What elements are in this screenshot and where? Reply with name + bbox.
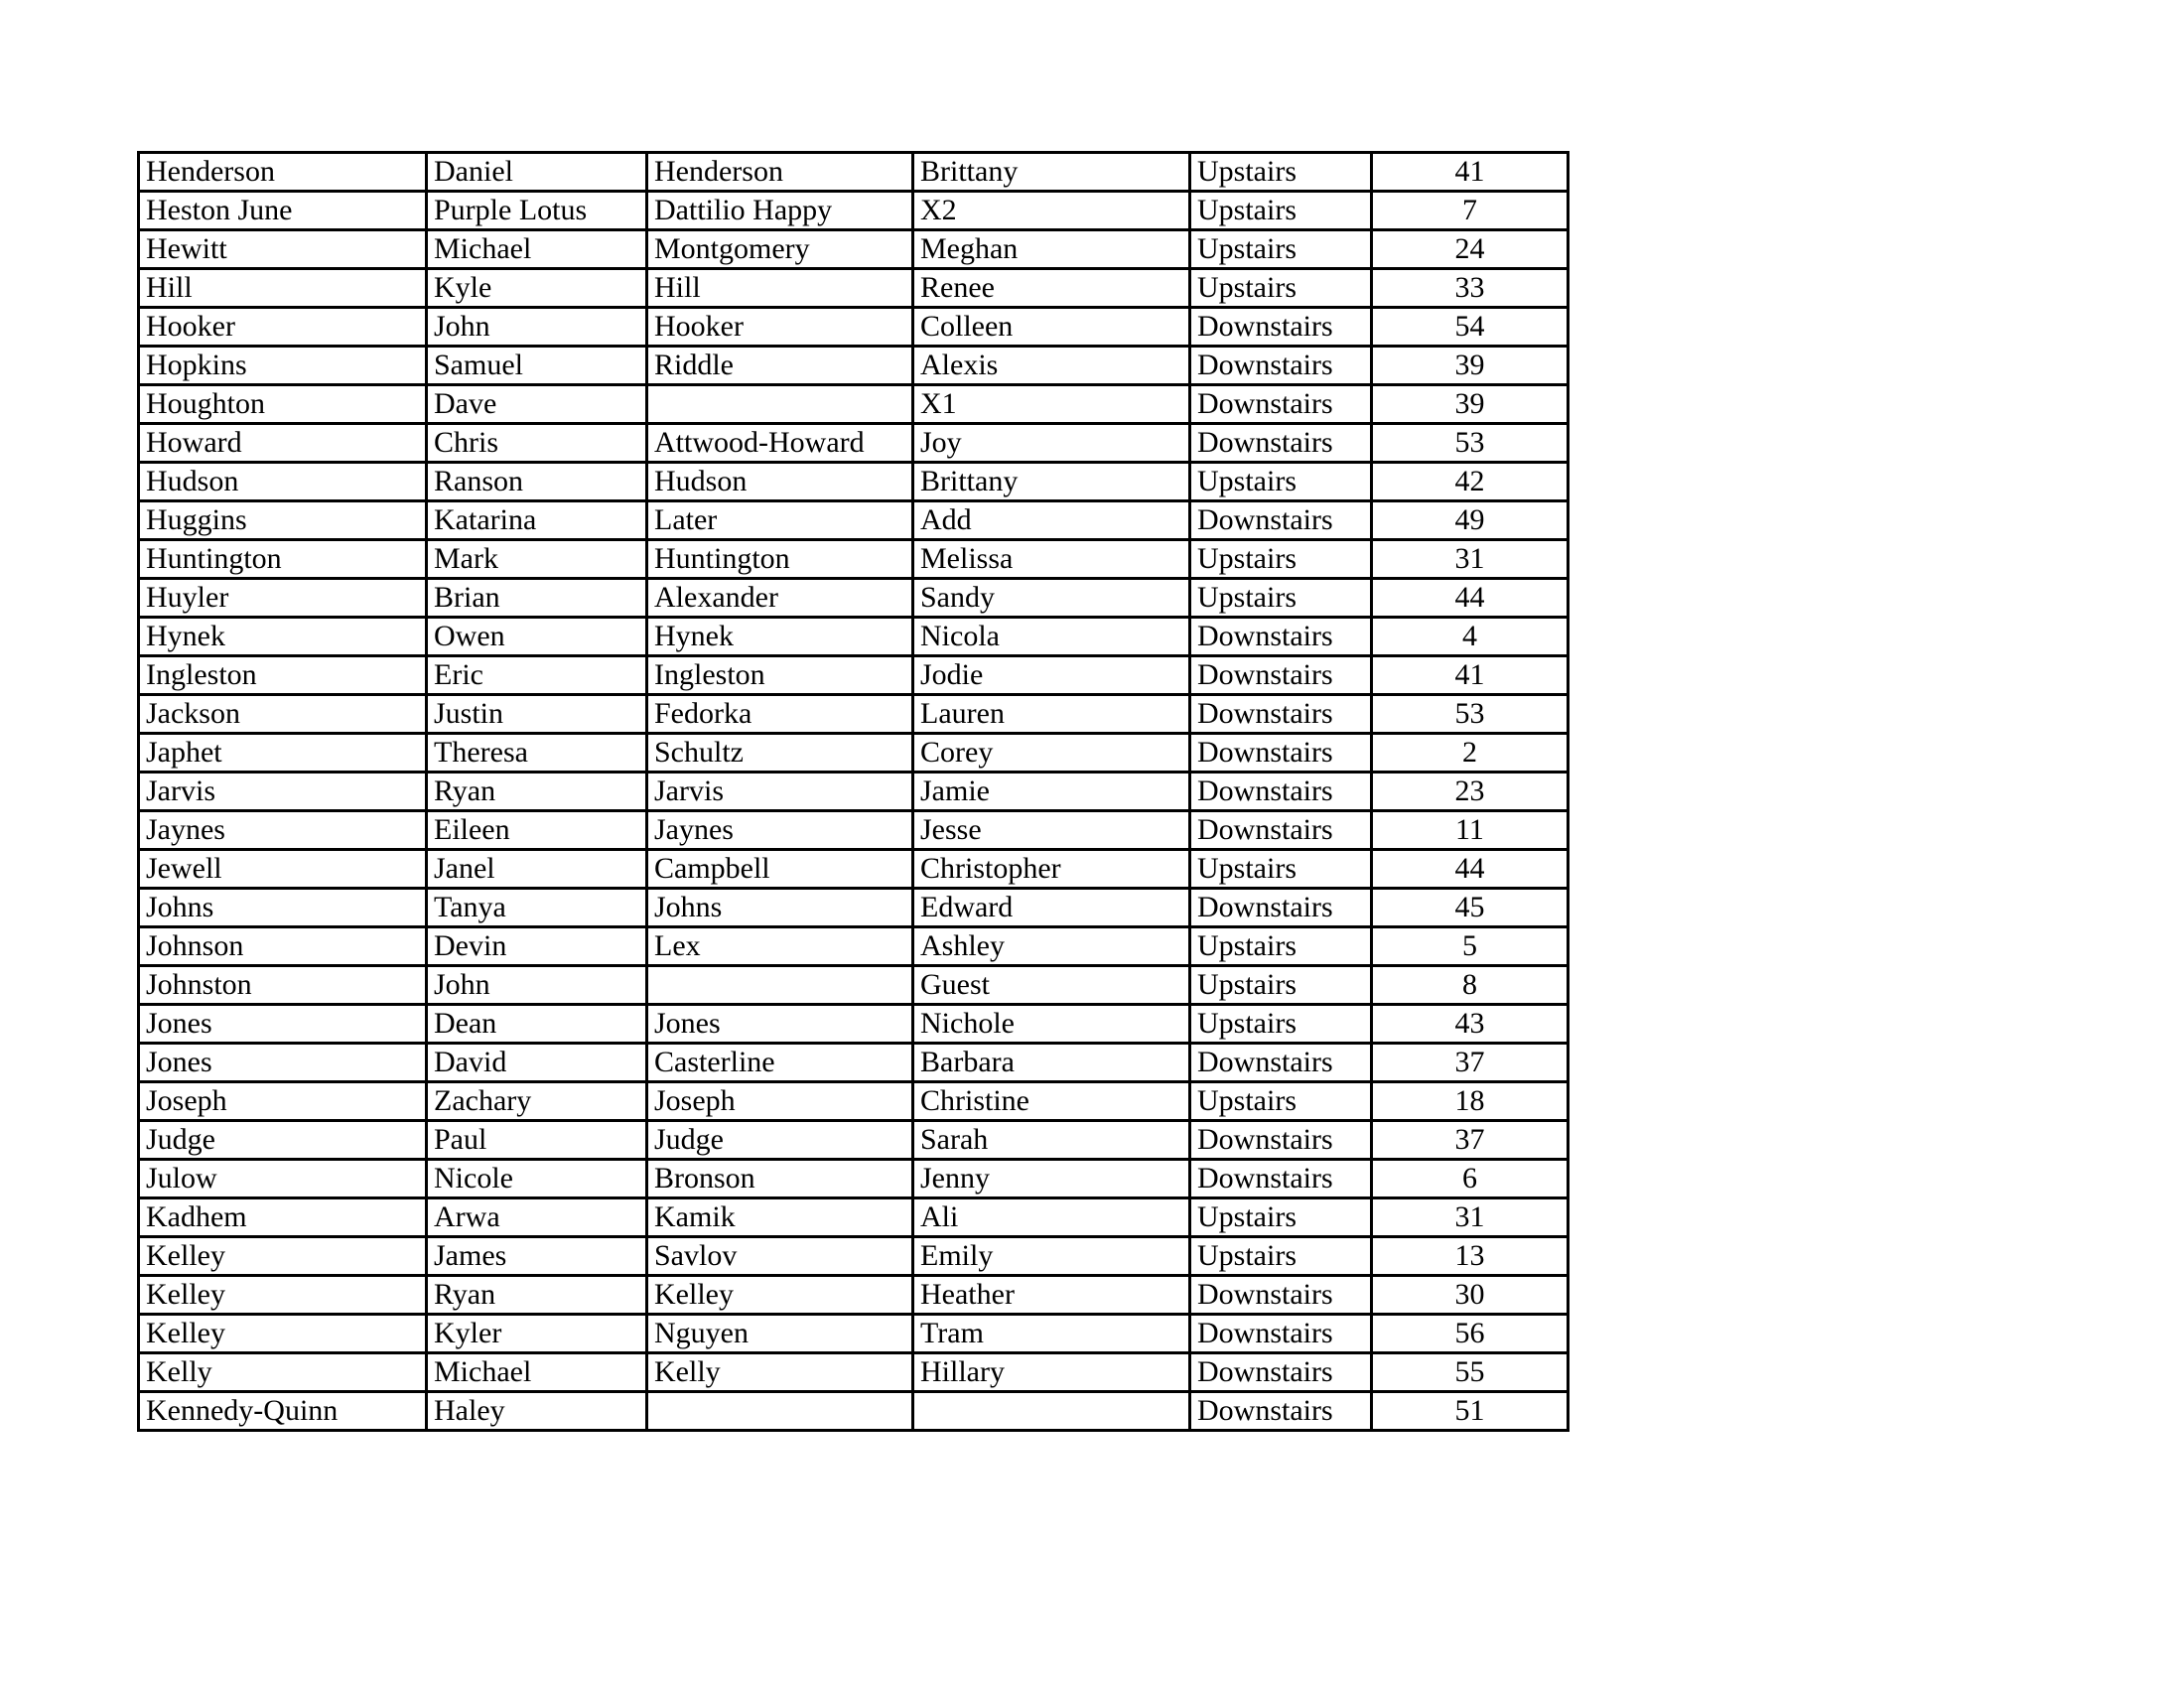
table-row — [139, 773, 1569, 811]
guest-last-name-cell: Schultz — [647, 734, 913, 773]
location-cell: Downstairs — [1190, 734, 1372, 773]
guest-first-name-cell: Christine — [913, 1082, 1190, 1121]
first-name-cell: Katarina — [427, 501, 647, 540]
table-number-cell: 39 — [1372, 347, 1569, 385]
table-row — [139, 1082, 1569, 1121]
last-name-cell: Henderson — [139, 153, 427, 192]
first-name-cell: Purple Lotus — [427, 192, 647, 230]
guest-first-name-cell: Edward — [913, 889, 1190, 927]
table-row — [139, 347, 1569, 385]
guest-first-name-cell: Emily — [913, 1237, 1190, 1276]
guest-first-name-cell: Hillary — [913, 1353, 1190, 1392]
table-row — [139, 153, 1569, 192]
last-name-cell: Kennedy-Quinn — [139, 1392, 427, 1431]
first-name-cell: Arwa — [427, 1198, 647, 1237]
location-cell: Downstairs — [1190, 811, 1372, 850]
table-row — [139, 463, 1569, 501]
table-number-cell: 23 — [1372, 773, 1569, 811]
table-number-cell: 56 — [1372, 1315, 1569, 1353]
location-cell: Upstairs — [1190, 850, 1372, 889]
guest-first-name-cell: Corey — [913, 734, 1190, 773]
table-row — [139, 540, 1569, 579]
first-name-cell: Theresa — [427, 734, 647, 773]
table-body — [139, 153, 1569, 1431]
table-row — [139, 1044, 1569, 1082]
guest-last-name-cell: Casterline — [647, 1044, 913, 1082]
guest-first-name-cell: Colleen — [913, 308, 1190, 347]
location-cell: Downstairs — [1190, 347, 1372, 385]
first-name-cell: Chris — [427, 424, 647, 463]
guest-last-name-cell: Johns — [647, 889, 913, 927]
guest-last-name-cell: Fedorka — [647, 695, 913, 734]
table-number-cell: 37 — [1372, 1044, 1569, 1082]
table-row — [139, 1198, 1569, 1237]
location-cell: Downstairs — [1190, 773, 1372, 811]
location-cell: Downstairs — [1190, 424, 1372, 463]
table-number-cell: 31 — [1372, 540, 1569, 579]
guest-last-name-cell: Judge — [647, 1121, 913, 1160]
table-number-cell: 37 — [1372, 1121, 1569, 1160]
table-number-cell: 33 — [1372, 269, 1569, 308]
guest-first-name-cell: Christopher — [913, 850, 1190, 889]
table-number-cell: 44 — [1372, 850, 1569, 889]
table-row — [139, 192, 1569, 230]
first-name-cell: Haley — [427, 1392, 647, 1431]
table-row — [139, 1353, 1569, 1392]
guest-first-name-cell: Jamie — [913, 773, 1190, 811]
location-cell: Downstairs — [1190, 618, 1372, 656]
first-name-cell: John — [427, 308, 647, 347]
first-name-cell: John — [427, 966, 647, 1005]
first-name-cell: Ryan — [427, 1276, 647, 1315]
table-row — [139, 1160, 1569, 1198]
guest-first-name-cell: Brittany — [913, 463, 1190, 501]
guest-first-name-cell: Sarah — [913, 1121, 1190, 1160]
guest-last-name-cell: Kelley — [647, 1276, 913, 1315]
guest-last-name-cell: Savlov — [647, 1237, 913, 1276]
first-name-cell: Brian — [427, 579, 647, 618]
table-number-cell: 30 — [1372, 1276, 1569, 1315]
seating-table — [137, 151, 1570, 1432]
location-cell: Upstairs — [1190, 1237, 1372, 1276]
last-name-cell: Hooker — [139, 308, 427, 347]
guest-first-name-cell: Jodie — [913, 656, 1190, 695]
last-name-cell: Kelly — [139, 1353, 427, 1392]
guest-last-name-cell: Attwood-Howard — [647, 424, 913, 463]
last-name-cell: Houghton — [139, 385, 427, 424]
first-name-cell: Dean — [427, 1005, 647, 1044]
guest-last-name-cell: Jarvis — [647, 773, 913, 811]
guest-last-name-cell: Hudson — [647, 463, 913, 501]
first-name-cell: Owen — [427, 618, 647, 656]
table-row — [139, 1121, 1569, 1160]
first-name-cell: Tanya — [427, 889, 647, 927]
guest-first-name-cell: Tram — [913, 1315, 1190, 1353]
guest-last-name-cell: Later — [647, 501, 913, 540]
first-name-cell: Devin — [427, 927, 647, 966]
first-name-cell: Kyler — [427, 1315, 647, 1353]
location-cell: Downstairs — [1190, 501, 1372, 540]
first-name-cell: Samuel — [427, 347, 647, 385]
first-name-cell: Paul — [427, 1121, 647, 1160]
last-name-cell: Jaynes — [139, 811, 427, 850]
last-name-cell: Kadhem — [139, 1198, 427, 1237]
table-number-cell: 39 — [1372, 385, 1569, 424]
last-name-cell: Jones — [139, 1005, 427, 1044]
last-name-cell: Kelley — [139, 1237, 427, 1276]
first-name-cell: Michael — [427, 1353, 647, 1392]
first-name-cell: Dave — [427, 385, 647, 424]
table-row — [139, 966, 1569, 1005]
guest-first-name-cell: Brittany — [913, 153, 1190, 192]
guest-last-name-cell: Hooker — [647, 308, 913, 347]
last-name-cell: Kelley — [139, 1315, 427, 1353]
guest-last-name-cell: Henderson — [647, 153, 913, 192]
table-number-cell: 5 — [1372, 927, 1569, 966]
last-name-cell: Huggins — [139, 501, 427, 540]
guest-first-name-cell: Nichole — [913, 1005, 1190, 1044]
location-cell: Downstairs — [1190, 1276, 1372, 1315]
location-cell: Upstairs — [1190, 1082, 1372, 1121]
table-number-cell: 51 — [1372, 1392, 1569, 1431]
table-row — [139, 269, 1569, 308]
location-cell: Downstairs — [1190, 385, 1372, 424]
last-name-cell: Hudson — [139, 463, 427, 501]
guest-first-name-cell: Lauren — [913, 695, 1190, 734]
last-name-cell: Howard — [139, 424, 427, 463]
guest-first-name-cell: Melissa — [913, 540, 1190, 579]
guest-first-name-cell: Meghan — [913, 230, 1190, 269]
guest-last-name-cell — [647, 966, 913, 1005]
last-name-cell: Hill — [139, 269, 427, 308]
guest-last-name-cell: Ingleston — [647, 656, 913, 695]
table-number-cell: 31 — [1372, 1198, 1569, 1237]
table-row — [139, 618, 1569, 656]
guest-last-name-cell: Riddle — [647, 347, 913, 385]
guest-last-name-cell: Jones — [647, 1005, 913, 1044]
guest-first-name-cell: Jenny — [913, 1160, 1190, 1198]
guest-first-name-cell: Guest — [913, 966, 1190, 1005]
table-row — [139, 308, 1569, 347]
location-cell: Downstairs — [1190, 308, 1372, 347]
guest-last-name-cell: Alexander — [647, 579, 913, 618]
table-number-cell: 4 — [1372, 618, 1569, 656]
guest-last-name-cell: Huntington — [647, 540, 913, 579]
table-number-cell: 8 — [1372, 966, 1569, 1005]
first-name-cell: James — [427, 1237, 647, 1276]
table-number-cell: 55 — [1372, 1353, 1569, 1392]
guest-first-name-cell: Jesse — [913, 811, 1190, 850]
guest-first-name-cell: Ashley — [913, 927, 1190, 966]
first-name-cell: Daniel — [427, 153, 647, 192]
table-number-cell: 7 — [1372, 192, 1569, 230]
location-cell: Upstairs — [1190, 579, 1372, 618]
location-cell: Upstairs — [1190, 230, 1372, 269]
location-cell: Downstairs — [1190, 1392, 1372, 1431]
location-cell: Upstairs — [1190, 463, 1372, 501]
guest-last-name-cell: Joseph — [647, 1082, 913, 1121]
first-name-cell: Eric — [427, 656, 647, 695]
location-cell: Upstairs — [1190, 1198, 1372, 1237]
guest-last-name-cell: Jaynes — [647, 811, 913, 850]
table-row — [139, 889, 1569, 927]
last-name-cell: Huntington — [139, 540, 427, 579]
location-cell: Upstairs — [1190, 269, 1372, 308]
guest-last-name-cell: Kamik — [647, 1198, 913, 1237]
guest-last-name-cell: Hynek — [647, 618, 913, 656]
first-name-cell: Mark — [427, 540, 647, 579]
table-number-cell: 41 — [1372, 656, 1569, 695]
last-name-cell: Heston June — [139, 192, 427, 230]
location-cell: Downstairs — [1190, 1315, 1372, 1353]
table-number-cell: 43 — [1372, 1005, 1569, 1044]
location-cell: Upstairs — [1190, 966, 1372, 1005]
table-row — [139, 695, 1569, 734]
location-cell: Downstairs — [1190, 1353, 1372, 1392]
table-row — [139, 1237, 1569, 1276]
table-row — [139, 1392, 1569, 1431]
guest-first-name-cell: Ali — [913, 1198, 1190, 1237]
last-name-cell: Johnston — [139, 966, 427, 1005]
table-number-cell: 18 — [1372, 1082, 1569, 1121]
location-cell: Downstairs — [1190, 656, 1372, 695]
first-name-cell: Ranson — [427, 463, 647, 501]
guest-first-name-cell: Heather — [913, 1276, 1190, 1315]
table-number-cell: 45 — [1372, 889, 1569, 927]
guest-first-name-cell: Add — [913, 501, 1190, 540]
location-cell: Downstairs — [1190, 889, 1372, 927]
first-name-cell: Kyle — [427, 269, 647, 308]
guest-last-name-cell: Lex — [647, 927, 913, 966]
guest-last-name-cell: Hill — [647, 269, 913, 308]
first-name-cell: Zachary — [427, 1082, 647, 1121]
location-cell: Upstairs — [1190, 192, 1372, 230]
first-name-cell: Justin — [427, 695, 647, 734]
location-cell: Downstairs — [1190, 695, 1372, 734]
location-cell: Upstairs — [1190, 1005, 1372, 1044]
table-number-cell: 2 — [1372, 734, 1569, 773]
last-name-cell: Hynek — [139, 618, 427, 656]
first-name-cell: David — [427, 1044, 647, 1082]
guest-first-name-cell: Renee — [913, 269, 1190, 308]
first-name-cell: Janel — [427, 850, 647, 889]
last-name-cell: Jarvis — [139, 773, 427, 811]
table-row — [139, 656, 1569, 695]
table-row — [139, 1005, 1569, 1044]
guest-first-name-cell: Joy — [913, 424, 1190, 463]
last-name-cell: Hewitt — [139, 230, 427, 269]
table-row — [139, 850, 1569, 889]
guest-last-name-cell: Nguyen — [647, 1315, 913, 1353]
guest-last-name-cell — [647, 1392, 913, 1431]
last-name-cell: Huyler — [139, 579, 427, 618]
first-name-cell: Nicole — [427, 1160, 647, 1198]
table-number-cell: 53 — [1372, 424, 1569, 463]
last-name-cell: Jones — [139, 1044, 427, 1082]
location-cell: Upstairs — [1190, 927, 1372, 966]
table-row — [139, 811, 1569, 850]
guest-last-name-cell: Bronson — [647, 1160, 913, 1198]
last-name-cell: Hopkins — [139, 347, 427, 385]
guest-first-name-cell: Sandy — [913, 579, 1190, 618]
last-name-cell: Joseph — [139, 1082, 427, 1121]
table-number-cell: 24 — [1372, 230, 1569, 269]
first-name-cell: Ryan — [427, 773, 647, 811]
table-row — [139, 501, 1569, 540]
last-name-cell: Japhet — [139, 734, 427, 773]
table-row — [139, 230, 1569, 269]
guest-last-name-cell: Kelly — [647, 1353, 913, 1392]
table-number-cell: 41 — [1372, 153, 1569, 192]
table-row — [139, 1276, 1569, 1315]
guest-first-name-cell: Barbara — [913, 1044, 1190, 1082]
guest-last-name-cell: Campbell — [647, 850, 913, 889]
guest-first-name-cell: X2 — [913, 192, 1190, 230]
table-number-cell: 42 — [1372, 463, 1569, 501]
guest-first-name-cell: Nicola — [913, 618, 1190, 656]
guest-last-name-cell: Dattilio Happy — [647, 192, 913, 230]
location-cell: Downstairs — [1190, 1044, 1372, 1082]
last-name-cell: Jackson — [139, 695, 427, 734]
table-number-cell: 44 — [1372, 579, 1569, 618]
last-name-cell: Jewell — [139, 850, 427, 889]
table-number-cell: 53 — [1372, 695, 1569, 734]
guest-first-name-cell: X1 — [913, 385, 1190, 424]
table-number-cell: 13 — [1372, 1237, 1569, 1276]
location-cell: Upstairs — [1190, 153, 1372, 192]
table-row — [139, 385, 1569, 424]
table-number-cell: 54 — [1372, 308, 1569, 347]
table-row — [139, 424, 1569, 463]
last-name-cell: Judge — [139, 1121, 427, 1160]
last-name-cell: Johnson — [139, 927, 427, 966]
location-cell: Upstairs — [1190, 540, 1372, 579]
guest-last-name-cell — [647, 385, 913, 424]
table-row — [139, 927, 1569, 966]
location-cell: Downstairs — [1190, 1160, 1372, 1198]
first-name-cell: Michael — [427, 230, 647, 269]
table-row — [139, 579, 1569, 618]
guest-last-name-cell: Montgomery — [647, 230, 913, 269]
table-number-cell: 11 — [1372, 811, 1569, 850]
guest-first-name-cell — [913, 1392, 1190, 1431]
guest-first-name-cell: Alexis — [913, 347, 1190, 385]
table-number-cell: 49 — [1372, 501, 1569, 540]
last-name-cell: Ingleston — [139, 656, 427, 695]
table-row — [139, 1315, 1569, 1353]
table-number-cell: 6 — [1372, 1160, 1569, 1198]
first-name-cell: Eileen — [427, 811, 647, 850]
last-name-cell: Julow — [139, 1160, 427, 1198]
table-row — [139, 734, 1569, 773]
last-name-cell: Kelley — [139, 1276, 427, 1315]
last-name-cell: Johns — [139, 889, 427, 927]
location-cell: Downstairs — [1190, 1121, 1372, 1160]
